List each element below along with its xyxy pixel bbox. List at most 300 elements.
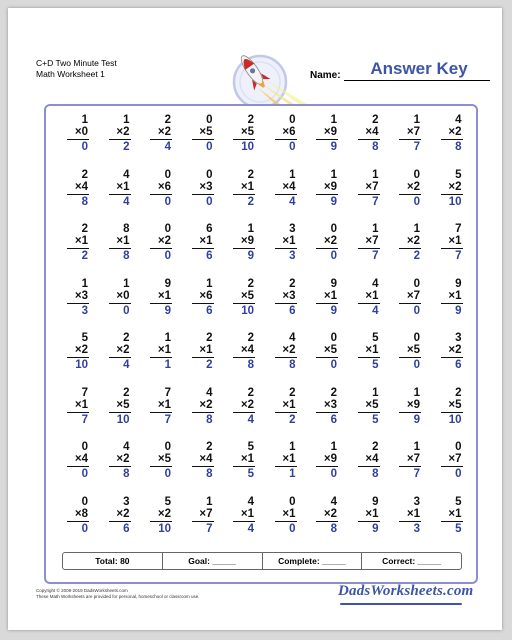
problem-top-number: 5 xyxy=(81,332,88,344)
problem-divider xyxy=(358,303,380,304)
problem-top-number: 1 xyxy=(330,114,337,126)
problem-answer: 8 xyxy=(81,195,88,208)
problem-divider xyxy=(358,466,380,467)
problem-multiplier: ×1 xyxy=(116,235,130,247)
problem-divider xyxy=(109,303,131,304)
problem-item xyxy=(135,387,173,439)
problem-multiplier: ×2 xyxy=(116,126,130,138)
problem-answer: 7 xyxy=(455,250,462,262)
problem-top-number: 1 xyxy=(372,168,379,181)
problem-answer: 0 xyxy=(413,304,420,317)
problem-item xyxy=(426,332,464,384)
problem-top-number: 0 xyxy=(413,277,420,290)
problem-multiplier: ×4 xyxy=(199,453,213,465)
problem-divider xyxy=(316,248,338,249)
problem-multiplier: ×1 xyxy=(448,235,462,247)
problem-multiplier: ×1 xyxy=(240,507,254,520)
problem-item xyxy=(218,496,256,548)
problem-multiplier: ×1 xyxy=(282,235,296,247)
problem-multiplier: ×3 xyxy=(74,289,88,302)
problem-answer: 6 xyxy=(206,304,213,317)
problem-item xyxy=(52,441,90,493)
problem-top-number: 1 xyxy=(413,223,420,235)
problem-answer: 4 xyxy=(289,195,296,208)
problem-multiplier: ×4 xyxy=(74,180,88,193)
problem-multiplier: ×5 xyxy=(323,344,337,356)
problem-answer: 4 xyxy=(247,413,254,426)
problem-multiplier: ×2 xyxy=(448,344,462,356)
problem-item xyxy=(177,223,215,275)
problem-multiplier: ×5 xyxy=(157,453,171,465)
problem-top-number: 9 xyxy=(455,277,462,290)
problem-divider xyxy=(233,521,255,522)
problem-top-number: 9 xyxy=(164,277,171,290)
problem-answer: 6 xyxy=(206,250,213,262)
problem-top-number: 9 xyxy=(372,495,379,508)
problem-multiplier: ×1 xyxy=(448,507,462,520)
problem-answer: 0 xyxy=(123,304,130,317)
problem-answer: 6 xyxy=(330,413,337,426)
problem-answer: 0 xyxy=(455,468,462,480)
problem-multiplier: ×5 xyxy=(240,126,254,138)
problem-answer: 5 xyxy=(247,468,254,480)
problems-frame xyxy=(44,104,478,584)
problem-divider xyxy=(150,466,172,467)
problem-top-number: 7 xyxy=(164,386,171,399)
problem-answer: 8 xyxy=(372,468,379,480)
problem-item xyxy=(52,387,90,439)
problem-item xyxy=(52,332,90,384)
problem-divider xyxy=(67,357,89,358)
problem-multiplier: ×5 xyxy=(240,289,254,302)
problem-multiplier: ×3 xyxy=(282,289,296,302)
problem-item xyxy=(343,169,381,221)
problem-item xyxy=(426,441,464,493)
problem-multiplier: ×2 xyxy=(323,235,337,247)
problem-multiplier: ×2 xyxy=(157,235,171,247)
problem-divider xyxy=(150,303,172,304)
problem-item xyxy=(343,332,381,384)
problem-answer: 0 xyxy=(289,522,296,535)
problem-divider xyxy=(358,521,380,522)
problem-multiplier: ×1 xyxy=(240,180,254,193)
problem-item xyxy=(218,278,256,330)
problem-item xyxy=(94,278,132,330)
problem-top-number: 5 xyxy=(372,332,379,344)
problem-answer: 0 xyxy=(206,141,213,153)
problem-item xyxy=(260,278,298,330)
problem-item xyxy=(135,496,173,548)
problem-top-number: 3 xyxy=(123,495,130,508)
problem-item xyxy=(384,332,422,384)
problem-top-number: 0 xyxy=(413,332,420,344)
problem-top-number: 2 xyxy=(247,114,254,126)
problem-divider xyxy=(316,357,338,358)
problem-multiplier: ×1 xyxy=(74,235,88,247)
problem-multiplier: ×4 xyxy=(74,453,88,465)
problem-item xyxy=(260,169,298,221)
problem-top-number: 4 xyxy=(206,386,213,399)
problem-multiplier: ×9 xyxy=(323,453,337,465)
problem-answer: 3 xyxy=(413,522,420,535)
problem-top-number: 1 xyxy=(413,114,420,126)
problem-multiplier: ×1 xyxy=(282,507,296,520)
problem-item xyxy=(218,332,256,384)
problem-divider xyxy=(150,412,172,413)
problem-top-number: 0 xyxy=(206,168,213,181)
problem-top-number: 4 xyxy=(247,495,254,508)
problem-divider xyxy=(67,412,89,413)
problem-answer: 0 xyxy=(289,141,296,153)
problem-top-number: 9 xyxy=(330,277,337,290)
problem-top-number: 0 xyxy=(81,495,88,508)
problem-multiplier: ×7 xyxy=(448,453,462,465)
problem-top-number: 2 xyxy=(206,441,213,453)
problem-top-number: 2 xyxy=(206,332,213,344)
problem-multiplier: ×3 xyxy=(199,180,213,193)
problem-top-number: 0 xyxy=(206,114,213,126)
problem-answer: 0 xyxy=(81,141,88,153)
problem-divider xyxy=(441,303,463,304)
problem-divider xyxy=(233,139,255,140)
problem-multiplier: ×2 xyxy=(199,398,213,411)
name-field xyxy=(310,61,500,85)
problem-divider xyxy=(233,357,255,358)
problem-item xyxy=(177,441,215,493)
problem-answer: 10 xyxy=(241,141,254,153)
problem-top-number: 2 xyxy=(247,332,254,344)
answer-key-label: Answer Key xyxy=(370,59,468,78)
problem-top-number: 1 xyxy=(372,223,379,235)
problem-top-number: 1 xyxy=(206,277,213,290)
problem-divider xyxy=(109,466,131,467)
problem-divider xyxy=(192,248,214,249)
problem-divider xyxy=(441,357,463,358)
problem-multiplier: ×2 xyxy=(448,180,462,193)
problem-answer: 10 xyxy=(448,413,462,426)
problem-item xyxy=(177,496,215,548)
problem-multiplier: ×7 xyxy=(406,126,420,138)
problem-divider xyxy=(316,466,338,467)
problem-top-number: 3 xyxy=(455,332,462,344)
problem-divider xyxy=(399,194,421,195)
problem-multiplier: ×1 xyxy=(199,235,213,247)
problem-divider xyxy=(150,248,172,249)
problem-divider xyxy=(441,248,463,249)
problem-top-number: 2 xyxy=(330,386,337,399)
problem-multiplier: ×2 xyxy=(74,344,88,356)
correct-field: Correct: _____ xyxy=(382,556,442,566)
problem-answer: 0 xyxy=(206,195,213,208)
problem-item xyxy=(52,114,90,166)
problem-divider xyxy=(67,194,89,195)
problem-item xyxy=(177,332,215,384)
problem-item xyxy=(52,496,90,548)
problem-multiplier: ×1 xyxy=(116,180,130,193)
problem-top-number: 1 xyxy=(81,277,88,290)
problem-answer: 2 xyxy=(289,413,296,426)
problem-multiplier: ×2 xyxy=(240,398,254,411)
problem-divider xyxy=(150,139,172,140)
problem-multiplier: ×2 xyxy=(406,235,420,247)
problem-answer: 7 xyxy=(372,195,379,208)
problem-divider xyxy=(275,357,297,358)
problem-divider xyxy=(67,248,89,249)
problem-divider xyxy=(109,139,131,140)
problem-top-number: 0 xyxy=(164,223,171,235)
problem-multiplier: ×6 xyxy=(157,180,171,193)
problem-answer: 0 xyxy=(330,250,337,262)
goal-field: Goal: _____ xyxy=(163,553,263,569)
problem-answer: 9 xyxy=(330,195,337,208)
problem-top-number: 2 xyxy=(81,223,88,235)
problem-divider xyxy=(233,248,255,249)
problem-multiplier: ×2 xyxy=(406,180,420,193)
problem-answer: 9 xyxy=(330,304,337,317)
problem-top-number: 1 xyxy=(206,495,213,508)
problem-top-number: 5 xyxy=(455,168,462,181)
problem-divider xyxy=(358,357,380,358)
problem-top-number: 7 xyxy=(455,223,462,235)
problem-top-number: 2 xyxy=(289,386,296,399)
problem-answer: 2 xyxy=(247,195,254,208)
problem-divider xyxy=(275,521,297,522)
problem-top-number: 0 xyxy=(330,223,337,235)
problem-divider xyxy=(441,139,463,140)
problem-answer: 7 xyxy=(413,141,420,153)
problem-answer: 9 xyxy=(413,413,420,426)
problem-divider xyxy=(275,412,297,413)
problem-multiplier: ×9 xyxy=(240,235,254,247)
problem-multiplier: ×4 xyxy=(365,453,379,465)
problem-item xyxy=(426,496,464,548)
problem-item xyxy=(52,169,90,221)
problem-item xyxy=(135,114,173,166)
problem-divider xyxy=(67,521,89,522)
problem-divider xyxy=(358,412,380,413)
problem-item xyxy=(177,114,215,166)
problem-multiplier: ×1 xyxy=(365,289,379,302)
total-count: Total: 80 xyxy=(63,553,163,569)
problem-top-number: 5 xyxy=(164,495,171,508)
problem-answer: 2 xyxy=(123,141,130,153)
problem-top-number: 1 xyxy=(330,168,337,181)
problem-divider xyxy=(316,194,338,195)
problem-divider xyxy=(192,139,214,140)
problem-top-number: 0 xyxy=(330,332,337,344)
problem-item xyxy=(135,169,173,221)
problem-item xyxy=(52,278,90,330)
problem-multiplier: ×5 xyxy=(406,344,420,356)
problem-top-number: 5 xyxy=(455,495,462,508)
problem-divider xyxy=(233,412,255,413)
problem-top-number: 2 xyxy=(164,114,171,126)
problem-answer: 2 xyxy=(413,250,420,262)
problem-item xyxy=(177,169,215,221)
problem-answer: 9 xyxy=(455,304,462,317)
problem-divider xyxy=(275,139,297,140)
problem-answer: 8 xyxy=(247,359,254,371)
problem-multiplier: ×1 xyxy=(323,289,337,302)
problem-item xyxy=(94,169,132,221)
problem-item xyxy=(384,441,422,493)
problem-top-number: 1 xyxy=(372,386,379,399)
problem-item xyxy=(384,223,422,275)
problem-answer: 9 xyxy=(247,250,254,262)
problem-divider xyxy=(316,303,338,304)
problem-top-number: 2 xyxy=(123,332,130,344)
problem-top-number: 3 xyxy=(289,223,296,235)
problem-multiplier: ×2 xyxy=(157,126,171,138)
problem-divider xyxy=(67,139,89,140)
problem-item xyxy=(301,114,339,166)
problem-item xyxy=(218,114,256,166)
problem-answer: 8 xyxy=(455,141,462,153)
problem-divider xyxy=(192,194,214,195)
problem-item xyxy=(301,496,339,548)
copyright-notice xyxy=(36,588,200,600)
problem-answer: 10 xyxy=(448,195,462,208)
problem-multiplier: ×1 xyxy=(365,344,379,356)
problem-multiplier: ×0 xyxy=(74,126,88,138)
problem-item xyxy=(384,114,422,166)
problem-item xyxy=(384,278,422,330)
problem-multiplier: ×9 xyxy=(323,126,337,138)
title-line-2: Math Worksheet 1 xyxy=(36,69,105,79)
title-line-1: C+D Two Minute Test xyxy=(36,58,117,68)
problem-item xyxy=(384,387,422,439)
problem-answer: 6 xyxy=(289,304,296,317)
problem-divider xyxy=(275,303,297,304)
problem-divider xyxy=(399,139,421,140)
problem-divider xyxy=(275,248,297,249)
problem-answer: 8 xyxy=(123,250,130,262)
problem-divider xyxy=(150,194,172,195)
problem-multiplier: ×9 xyxy=(323,180,337,193)
brand-underline xyxy=(340,603,462,605)
problem-multiplier: ×7 xyxy=(406,289,420,302)
problem-item xyxy=(177,387,215,439)
problem-item xyxy=(426,169,464,221)
problem-multiplier: ×6 xyxy=(282,126,296,138)
problem-answer: 1 xyxy=(164,359,171,371)
name-label: Name: xyxy=(310,70,341,81)
problem-top-number: 4 xyxy=(372,277,379,290)
problem-answer: 8 xyxy=(123,468,130,480)
problem-top-number: 2 xyxy=(455,386,462,399)
problem-top-number: 0 xyxy=(164,168,171,181)
problem-item xyxy=(94,387,132,439)
problem-top-number: 1 xyxy=(413,441,420,453)
problem-multiplier: ×1 xyxy=(365,507,379,520)
problem-divider xyxy=(233,466,255,467)
problem-multiplier: ×0 xyxy=(116,289,130,302)
problem-item xyxy=(426,223,464,275)
problem-answer: 8 xyxy=(206,413,213,426)
problem-divider xyxy=(358,139,380,140)
problem-top-number: 2 xyxy=(247,386,254,399)
problem-divider xyxy=(441,194,463,195)
problem-top-number: 1 xyxy=(289,168,296,181)
problem-multiplier: ×2 xyxy=(116,507,130,520)
problem-divider xyxy=(67,466,89,467)
problem-item xyxy=(343,223,381,275)
problem-item xyxy=(301,278,339,330)
problem-answer: 4 xyxy=(372,304,379,317)
problem-multiplier: ×1 xyxy=(199,344,213,356)
problem-answer: 5 xyxy=(455,522,462,535)
problem-top-number: 2 xyxy=(289,277,296,290)
problem-divider xyxy=(109,412,131,413)
problem-top-number: 5 xyxy=(247,441,254,453)
problem-divider xyxy=(399,248,421,249)
problem-answer: 2 xyxy=(206,359,213,371)
problem-multiplier: ×2 xyxy=(116,453,130,465)
problem-divider xyxy=(441,412,463,413)
problem-top-number: 4 xyxy=(123,168,130,181)
problem-top-number: 1 xyxy=(289,441,296,453)
problem-item xyxy=(135,223,173,275)
problem-answer: 7 xyxy=(372,250,379,262)
problem-multiplier: ×4 xyxy=(240,344,254,356)
problem-top-number: 1 xyxy=(330,441,337,453)
problem-item xyxy=(343,496,381,548)
problem-answer: 10 xyxy=(116,413,130,426)
problem-top-number: 4 xyxy=(330,495,337,508)
problem-answer: 2 xyxy=(81,250,88,262)
problem-item xyxy=(94,496,132,548)
problem-multiplier: ×5 xyxy=(199,126,213,138)
worksheet-title xyxy=(36,58,117,80)
problem-divider xyxy=(192,466,214,467)
problem-divider xyxy=(67,303,89,304)
problem-answer: 8 xyxy=(372,141,379,153)
problem-top-number: 1 xyxy=(413,386,420,399)
problem-top-number: 0 xyxy=(289,114,296,126)
copyright-line-2: These Math Worksheets are provided for personal, homeschool or classroom use. xyxy=(36,594,200,599)
problem-item xyxy=(218,441,256,493)
problem-top-number: 2 xyxy=(81,168,88,181)
problem-answer: 0 xyxy=(81,468,88,480)
problem-multiplier: ×2 xyxy=(448,126,462,138)
problem-top-number: 2 xyxy=(247,277,254,290)
problem-item xyxy=(301,332,339,384)
problem-item xyxy=(301,223,339,275)
problem-top-number: 1 xyxy=(123,277,130,290)
score-footer xyxy=(62,552,462,570)
problem-item xyxy=(301,441,339,493)
problem-divider xyxy=(316,412,338,413)
copyright-line-1: Copyright © 2008-2019 DadsWorksheets.com xyxy=(36,588,128,593)
problem-item xyxy=(135,441,173,493)
problem-answer: 6 xyxy=(123,522,130,535)
problem-answer: 7 xyxy=(413,468,420,480)
problem-top-number: 4 xyxy=(123,441,130,453)
problem-divider xyxy=(233,303,255,304)
problem-top-number: 2 xyxy=(247,168,254,181)
problem-item xyxy=(94,223,132,275)
problem-answer: 6 xyxy=(455,359,462,371)
problem-divider xyxy=(109,521,131,522)
problem-item xyxy=(260,496,298,548)
problem-divider xyxy=(233,194,255,195)
problem-answer: 0 xyxy=(164,250,171,262)
problem-divider xyxy=(399,412,421,413)
problem-answer: 4 xyxy=(164,141,171,153)
problem-item xyxy=(218,223,256,275)
problem-divider xyxy=(192,412,214,413)
problem-multiplier: ×5 xyxy=(116,398,130,411)
